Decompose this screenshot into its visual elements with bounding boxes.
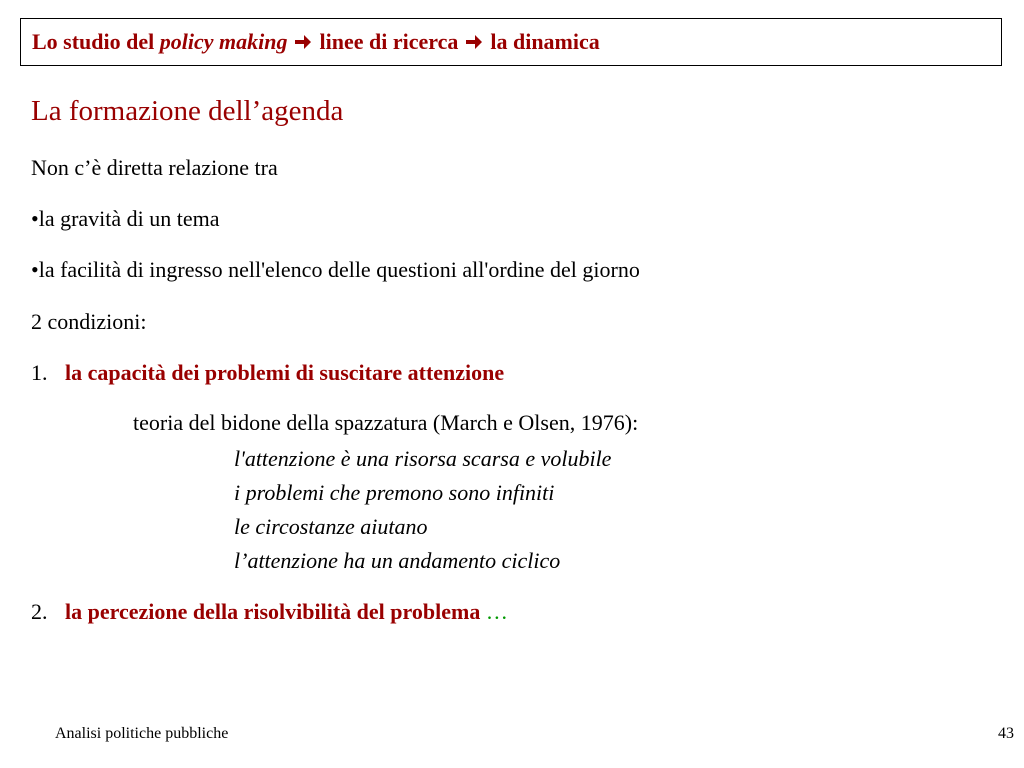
- section-title: La formazione dell’agenda: [31, 95, 344, 127]
- theory-item: i problemi che premono sono infiniti: [234, 480, 555, 505]
- page-number: 43: [998, 725, 1014, 742]
- header-text-italic: policy making: [159, 29, 288, 54]
- condition-item-2: [31, 599, 508, 625]
- ellipsis: …: [485, 599, 508, 624]
- header-text-part1: Lo studio del: [32, 29, 155, 54]
- condition-text: la capacità dei problemi di suscitare attenzione: [65, 360, 505, 385]
- footer-title: Analisi politiche pubbliche: [55, 725, 229, 742]
- theory-item: l’attenzione ha un andamento ciclico: [234, 548, 561, 573]
- right-arrow-icon: [293, 32, 313, 52]
- condition-number: 1.: [31, 360, 48, 385]
- bullet-item: •la facilità di ingresso nell'elenco delle questioni all'ordine del giorno: [31, 257, 640, 282]
- theory-title: teoria del bidone della spazzatura (March e Olsen, 1976):: [133, 410, 639, 435]
- header-text-part3: linee di ricerca: [319, 29, 459, 54]
- theory-item: l'attenzione è una risorsa scarsa e volubile: [234, 446, 612, 471]
- slide-header: [20, 18, 1002, 66]
- right-arrow-icon: [464, 32, 484, 52]
- bullet-item: •la gravità di un tema: [31, 206, 220, 231]
- condition-text: la percezione della risolvibilità del problema: [65, 599, 481, 624]
- header-text-part4: la dinamica: [490, 29, 600, 54]
- intro-text: Non c’è diretta relazione tra: [31, 155, 278, 180]
- conditions-label: 2 condizioni:: [31, 309, 147, 334]
- theory-item: le circostanze aiutano: [234, 514, 428, 539]
- condition-number: 2.: [31, 599, 48, 624]
- condition-item-1: [31, 360, 504, 386]
